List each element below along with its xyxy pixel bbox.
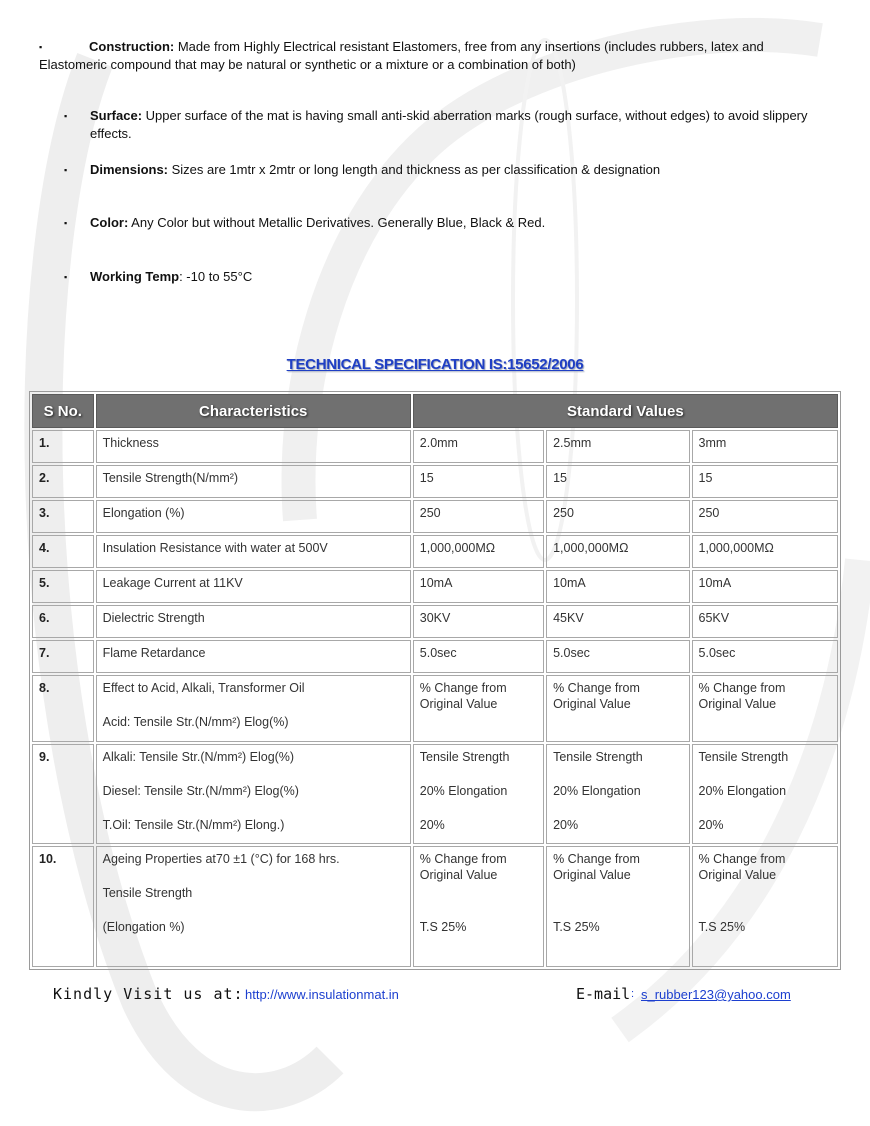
value-cell [692,430,838,463]
color-label: Color: [90,215,129,230]
value-cell [692,465,838,498]
characteristic-cell [96,846,411,967]
row-number: 4. [32,535,94,568]
value-cell [546,430,689,463]
characteristic-cell [96,570,411,603]
value-text: 5.0sec [419,646,457,660]
value-text: 20% Elongation [419,784,508,798]
value-text: 20% Elongation [553,784,641,798]
value-cell [413,846,544,967]
value-text: 10mA [419,576,453,590]
spec-body [32,430,838,967]
value-text: T.S 25% [698,920,746,934]
value-text: % Change from [553,681,640,695]
characteristic-cell [96,465,411,498]
characteristic-text: T.Oil: Tensile Str.(N/mm²) Elong.) [102,818,285,832]
bullet-marker-icon: ▪ [64,165,68,175]
value-cell [413,640,544,673]
value-text: Original Value [553,697,631,711]
characteristic-text: Tensile Strength(N/mm²) [102,471,239,485]
header-sno: S No. [32,394,94,428]
row-number: 9. [32,744,94,844]
table-row [32,640,838,673]
value-text: 1,000,000MΩ [698,541,774,555]
characteristic-cell [96,535,411,568]
value-text: % Change from [553,852,640,866]
value-text: % Change from [698,681,786,695]
row-number: 5. [32,570,94,603]
table-row [32,744,838,844]
website-link[interactable]: http://www.insulationmat.in [245,987,399,1002]
value-cell [692,675,838,742]
value-cell [692,535,838,568]
characteristic-text: (Elongation %) [102,920,185,934]
value-text: Original Value [419,868,498,882]
value-text: 20% Elongation [698,784,787,798]
bullet-marker-icon: ▪ [64,272,68,282]
email-separator: : [631,988,635,1000]
footer [0,985,870,1009]
row-number: 3. [32,500,94,533]
bullet-construction [39,38,829,74]
surface-text: Upper surface of the mat is having small anti-skid aberration marks (rough surface, without edges) to avoid slippery effects. [90,108,808,141]
table-row [32,535,838,568]
value-text: Tensile Strength [698,750,789,764]
value-text: T.S 25% [419,920,467,934]
value-cell [413,535,544,568]
value-text: 250 [698,506,720,520]
characteristic-text: Tensile Strength [102,886,193,900]
value-cell [413,430,544,463]
value-text: 20% [553,818,579,832]
value-text: % Change from [419,852,507,866]
value-cell [413,500,544,533]
value-text: 5.0sec [698,646,736,660]
characteristic-text: Thickness [102,436,159,450]
value-text: 250 [553,506,574,520]
working-temp-label: Working Temp [90,269,180,284]
characteristic-text: Dielectric Strength [102,611,205,625]
value-cell [413,675,544,742]
value-text: 10mA [698,576,732,590]
dimensions-text: Sizes are 1mtr x 2mtr or long length and thickness as per classification & designation [168,162,661,177]
characteristic-text: Flame Retardance [102,646,206,660]
value-text: T.S 25% [553,920,600,934]
value-text: 45KV [553,611,584,625]
characteristic-text: Ageing Properties at70 ±1 (°C) for 168 hrs. [102,852,340,866]
value-cell [692,846,838,967]
characteristic-cell [96,605,411,638]
value-cell [546,465,689,498]
value-text: 1,000,000MΩ [419,541,496,555]
characteristic-cell [96,640,411,673]
value-text: Original Value [553,868,631,882]
value-text: 3mm [698,436,727,450]
value-text: Tensile Strength [419,750,510,764]
value-text: Original Value [419,697,498,711]
table-row [32,430,838,463]
value-text: 15 [419,471,434,485]
value-cell [546,500,689,533]
visit-label: Kindly Visit us at: [53,985,244,1003]
surface-label: Surface: [90,108,143,123]
bullet-marker-icon: ▪ [39,42,43,52]
color-text: Any Color but without Metallic Derivatives. Generally Blue, Black & Red. [128,215,546,230]
characteristic-cell [96,675,411,742]
email-link[interactable]: s_rubber123@yahoo.com [641,987,791,1002]
characteristic-text: Alkali: Tensile Str.(N/mm²) Elog(%) [102,750,295,764]
value-cell [546,570,689,603]
row-number: 8. [32,675,94,742]
row-number: 6. [32,605,94,638]
value-cell [692,605,838,638]
working-temp-text: : -10 to 55°C [179,269,253,284]
value-text: Tensile Strength [553,750,643,764]
spec-header-row [32,394,838,428]
characteristic-text: Diesel: Tensile Str.(N/mm²) Elog(%) [102,784,299,798]
characteristic-cell [96,430,411,463]
value-text: 15 [698,471,713,485]
characteristic-cell [96,500,411,533]
row-number: 2. [32,465,94,498]
value-cell [692,640,838,673]
value-cell [692,744,838,844]
header-characteristics: Characteristics [96,394,411,428]
value-cell [546,744,689,844]
value-text: % Change from [698,852,786,866]
value-text: 5.0sec [553,646,590,660]
value-text: 20% [419,818,445,832]
value-cell [413,605,544,638]
table-row [32,500,838,533]
value-text: 2.5mm [553,436,592,450]
value-cell [413,744,544,844]
row-number: 10. [32,846,94,967]
value-text: 2.0mm [419,436,458,450]
value-text: 30KV [419,611,451,625]
value-text: 20% [698,818,724,832]
spec-table [29,391,841,970]
table-row [32,846,838,967]
bullet-marker-icon: ▪ [64,218,68,228]
table-row [32,675,838,742]
value-cell [546,846,689,967]
characteristic-text: Insulation Resistance with water at 500V [102,541,328,555]
table-row [32,465,838,498]
row-number: 7. [32,640,94,673]
value-cell [546,640,689,673]
value-text: % Change from [419,681,507,695]
value-cell [692,570,838,603]
email-label: E-mail [576,985,631,1003]
value-text: Original Value [698,697,777,711]
value-cell [692,500,838,533]
value-cell [546,605,689,638]
value-text: 10mA [553,576,586,590]
value-cell [546,675,689,742]
characteristic-text: Leakage Current at 11KV [102,576,243,590]
value-cell [413,465,544,498]
characteristic-text: Acid: Tensile Str.(N/mm²) Elog(%) [102,715,289,729]
header-standard-values: Standard Values [413,394,838,428]
characteristic-cell [96,744,411,844]
value-cell [413,570,544,603]
value-text: 1,000,000MΩ [553,541,629,555]
table-row [32,570,838,603]
row-number: 1. [32,430,94,463]
characteristic-text: Elongation (%) [102,506,185,520]
value-text: Original Value [698,868,777,882]
spec-title: TECHNICAL SPECIFICATION IS:15652/2006 [286,356,584,373]
bullet-marker-icon: ▪ [64,111,68,121]
characteristic-text: Effect to Acid, Alkali, Transformer Oil [102,681,305,695]
value-text: 250 [419,506,441,520]
value-cell [546,535,689,568]
construction-label: Construction: [89,39,175,54]
construction-text: Made from Highly Electrical resistant Elastomers, free from any insertions (includes rubbers, latex and Elastomeric compound that may be natural or synthetic or a mixture or a combination of both) [39,39,764,72]
dimensions-label: Dimensions: [90,162,169,177]
table-row [32,605,838,638]
value-text: 65KV [698,611,730,625]
value-text: 15 [553,471,567,485]
